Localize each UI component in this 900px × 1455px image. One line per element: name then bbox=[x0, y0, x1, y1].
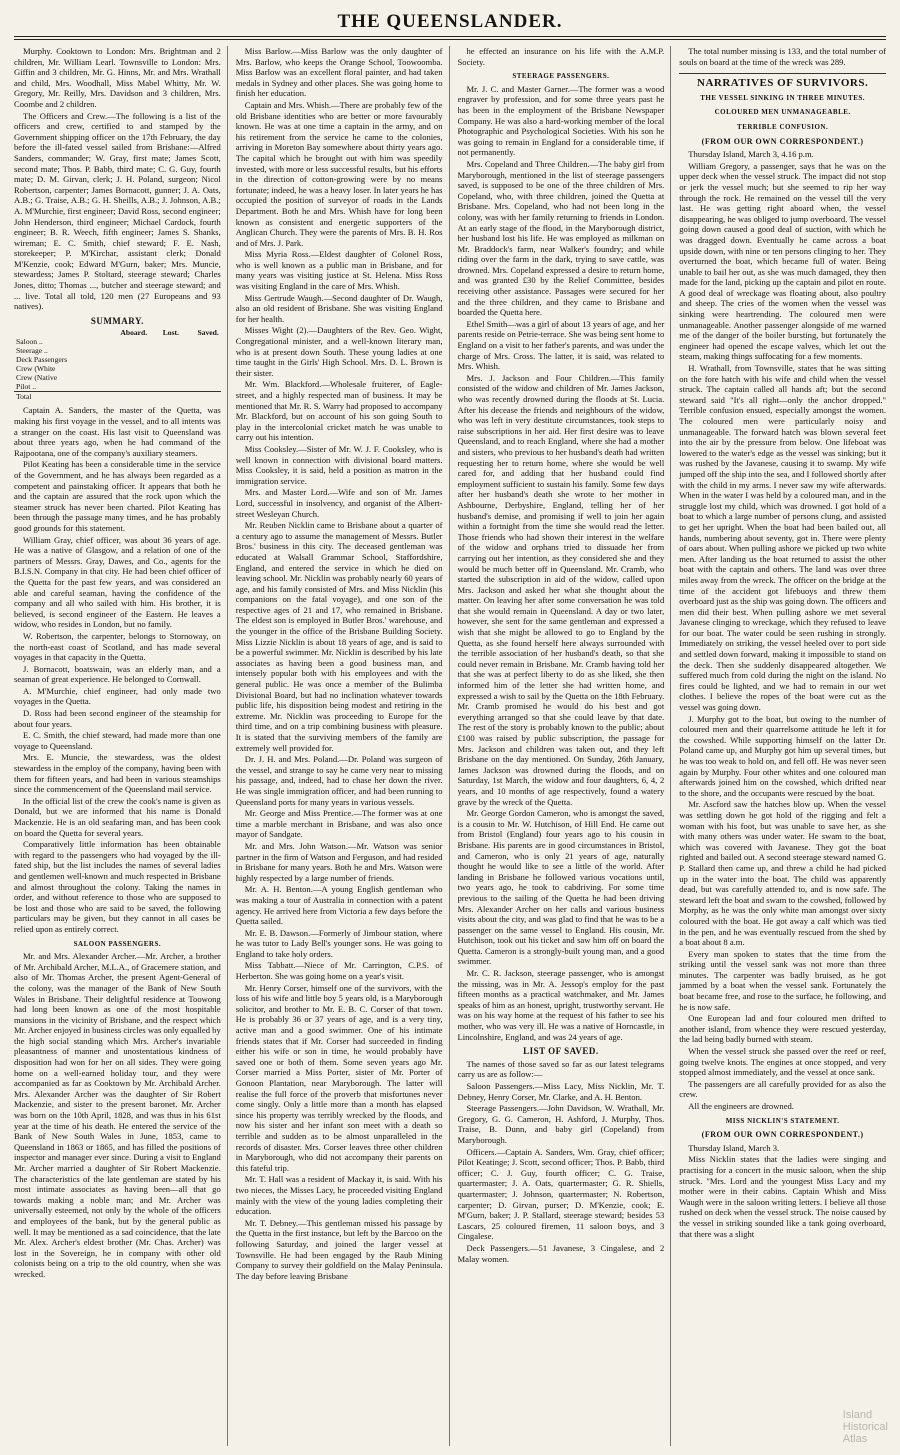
summary-cell bbox=[149, 382, 181, 392]
summary-cell bbox=[101, 373, 149, 382]
watermark-line: Atlas bbox=[842, 1433, 868, 1445]
paragraph: Mr. A. H. Benton.—A young English gentleman who was making a tour of Australia in connection with a patent agency. He arrived here from Victoria a few days before the Quetta sailed. bbox=[235, 884, 443, 927]
paragraph: E. C. Smith, the chief steward, had made more than one voyage to Queensland. bbox=[14, 730, 221, 751]
paragraph: Miss Nicklin states that the ladies were singing and practising for a concert in the music saloon, when the ship struck. "Mrs. Lord and the youngest Miss Lacy and my mother were in their cabins. Captain Whish and Miss Waugh were in the saloon writing letters. I believe all those rushed on deck when the vessel struck. The noise caused by the vessel in striking sounded like a tank going overboard, that there was a slight bbox=[679, 1154, 886, 1239]
subheading: TERRIBLE CONFUSION. bbox=[737, 122, 829, 131]
masthead-rule bbox=[14, 37, 886, 40]
section-heading: LIST OF SAVED. bbox=[523, 1046, 599, 1057]
summary-cell: Total bbox=[14, 392, 101, 402]
paragraph: H. Wrathall, from Townsville, states that he was sitting on the fore hatch with his wife and child when the vessel struck. The captain called all hands aft; but the second steward said "It's all right—only the anchor dropped." Terrible confusion ensued, especially amongst the women. The coloured men were particularly noisy and unmanageable. The forward hatch was blown several feet into the air by the pressure from below. One lifeboat was lowered to the water's edge as the vessel was sinking; but it was rushed by the Javanese, causing it to swamp. My wife jumped off the ship into the sea, and I followed shortly after with the child in my arms. I never saw my wife afterwards. When in the water I was held by a coloured man, and in the struggle lost my child, which was drowned. I got hold of a boat to which a large number of persons clung, and assisted to get her upright. When the boat had been bailed out, all hands, numbering about seventy, got in. There were plenty of oars about. When pulling ashore we picked up two white men. After landing us the boat returned to assist the other boat with the captain and others. The land was over three miles away from the wreck. The officer on the bridge at the time of the accident got lifebuoys and threw them overboard just as the ship was going down. The officers and men did their best. When pulling ashore we met several Javanese clinging to wreckage, which they refused to leave for our boat. The water could be seen rushing in strongly. Immediately on striking, the vessel heeled over to port side and settled down forward, making it impossible to stand on the deck. Then she suddenly disappeared altogether. We suffered much from cold during the night on the island. No fires could be lighted, and we had to remain in our wet clothes. I believe the ropes of the boat were cut as the vessel was going down. bbox=[679, 363, 886, 713]
paragraph: Mr. Ascford saw the hatches blow up. When the vessel was settling down he got hold of the rigging and felt a woman with his foot, but was unable to save her, as she with many others was under water. He swam to the boat, which was covered with Javanese. They got the boat righted and bailed out. A second steerage steward named G. P. Stallard then came up, and threw a child he had picked up in the water into the boat. The child was apparently dead, but was carefully attended to, and is now safe. The steward left the boat and swam to the cowshed, followed by Morphy, as he was the only white man amongst over sixty coloured with the boat. He got away a calf which was tied in the pen, and he was eventually rescued from the shed by a boat about 8 a.m. bbox=[679, 799, 886, 948]
paragraph: Mrs. Copeland and Three Children.—The baby girl from Maryborough, mentioned in the list of steerage passengers saved, is supposed to be one of the three children of Mrs. Copeland, who, with three children, joined the Quetta at Brisbane. Mrs. Copeland, who had not been long in the colony, was with her family returning to friends in London. At an early stage of the flood, in the Maryborough district, her husband lost his life. He was employed as milkman on Mr. Braddock's farm, near Walker's foundry; and while riding over the farm in the dark, trying to save cattle, was drowned. Mrs. Copeland expressed a desire to return home, and was granted £30 by the Relief Committee, besides receiving other assistance. Passages were secured for her and the three children, and they came to Brisbane and boarded the Quetta here. bbox=[457, 158, 665, 318]
paragraph: Miss Tabbatt.—Niece of Mr. Carrington, C.P.S. of Herberton. She was going home on a year's visit. bbox=[235, 960, 443, 982]
paragraph: Miss Barlow.—Miss Barlow was the only daughter of Mrs. Barlow, who keeps the Orange School, Toowoomba. Miss Barlow was an excellent floral painter, and had taken medals in Sydney and other places. She was going home to finish her education. bbox=[235, 46, 443, 99]
summary-row bbox=[14, 337, 221, 346]
paragraph: Ethel Smith—was a girl of about 13 years of age, and her parents reside on Petrie-terrace. She was being sent home to England on a visit to her father's parents, and was under the charge of Mrs. Cross. The latter, it is said, was related to Mrs. Whish. bbox=[457, 318, 665, 372]
paragraph: Mr. E. B. Dawson.—Formerly of Jimbour station, where he was tutor to Lady Bell's younger sons. He was going to England to take holy orders. bbox=[235, 927, 443, 959]
summary-cell bbox=[149, 392, 181, 402]
correspondent-line: (FROM OUR OWN CORRESPONDENT.) bbox=[701, 1130, 864, 1140]
paragraph: Officers.—Captain A. Sanders, Wm. Gray, chief officer; Pilot Keatinge; J. Scott, second officer; Thos. P. Babb, third officer; C. J. Guy, fourth officer; C. G. Traise, quartermaster; J. A. Oats, quartermaster; G. R. Shiells, quartermaster; J. Johnson, quartermaster; N. Robertson, carpenter; D. Girvan, purser; D. M'Kenzie, cook; E. M'Gurn, baker; J. P. Stallard, steerage steward; besides 53 Lascars, 25 coloured firemen, 11 saloon boys, and 3 Cingalese. bbox=[457, 1146, 665, 1242]
summary-cell bbox=[149, 337, 181, 346]
summary-cell bbox=[181, 355, 221, 364]
summary-cell bbox=[149, 346, 181, 355]
summary-cell: Saloon .. bbox=[16, 337, 43, 347]
paragraph: J. Bornacott, boatswain, was an elderly man, and a seaman of great experience. He belonged to Cornwall. bbox=[14, 663, 221, 685]
paragraph: Mr. C. R. Jackson, steerage passenger, who is amongst the missing, was in Mr. A. Jessop's employ for the past fifteen months as a practical watchmaker, and Mr. James speaks of him as an honest, upright, trustworthy servant. He was on his way home at the request of his father to see his mother, who was very ill. He was a native of Horncastle, in Lincolnshire, England, and was 24 years of age. bbox=[457, 968, 665, 1042]
paragraph: Mrs. and Master Lord.—Wife and son of Mr. James Lord, successful in insolvency, and organist of the Albert-street Wesleyan Church. bbox=[235, 487, 443, 519]
paragraph: Mr. George and Miss Prentice.—The former was at one time a marble merchant in Brisbane, and was also once mayor of Sandgate. bbox=[235, 808, 443, 840]
paragraph: Comparatively little information has been obtainable with regard to the passengers who had voyaged by the ill-fated ship, but the list includes the names of several ladies and gentlemen well-known and much respected in Brisbane and almost throughout the colony. Taking the names in order, and without reference to those who are supposed to be lost and those who are said to be saved, the following particulars may be given, but they cannot in all cases be relied upon as entirely correct. bbox=[14, 839, 221, 934]
paragraph: Mr. George Gordon Cameron, who is amongst the saved, is a cousin to Mr. W. Hutchison, of Hill End. He came out from Bristol (England) four years ago to his cousin in Brisbane. His parents are in good circumstances in Bristol, and Cameron, who is only 21 years of age, naturally thought he would like to see a little of the world. After landing in Brisbane he followed various vocations until, two years ago, he took to cabdriving. For some time previous to the sailing of the Quetta he had been driving Mrs. Alexander Archer on her calls and various business visits about the city, and was glad to find that he was to be a passenger on the same vessel to England. His cousin, Mr. Hutchison, took out his ticket and saw him off on board the Quetta. Cameron is a strongly-built young man, and a good swimmer. bbox=[457, 808, 665, 967]
summary-cell bbox=[181, 364, 221, 373]
paragraph: The total number missing is 133, and the total number of souls on board at the time of the wreck was 289. bbox=[679, 46, 886, 67]
summary-cell bbox=[101, 337, 149, 346]
summary-cell bbox=[101, 364, 149, 373]
summary-header-cell bbox=[14, 328, 101, 337]
summary-row bbox=[14, 382, 221, 392]
paragraph: The passengers are all carefully provided for as also the crew. bbox=[679, 1078, 886, 1100]
paragraph: Mr. J. C. and Master Garner.—The former was a wood engraver by profession, and for some three years past he has been in the employment of the Brisbane Newspaper Company. He was also a hard-working member of the local Photographic and Psychological Societies. With his son he was going to remain in England for a considerable time, if not permanently. bbox=[457, 83, 665, 158]
paragraph: Miss Gertrude Waugh.—Second daughter of Dr. Waugh, also an old resident of Brisbane. She was visiting England for her health. bbox=[235, 292, 443, 324]
paragraph: Mr. Henry Corser, himself one of the survivors, with the loss of his wife and little boy 5 years old, is a Maryborough solicitor, and brother to Mr. E. B. C. Corser of that town. He is probably 36 or 37 years of age, and is a very tiny, active man and a good swimmer. One of his intimate friends states that if Mr. Corser had succeeded in finding either his wife or son in time, he would probably have saved one or both of them. Some seven years ago Mr. Corser married a Miss Porter, sister of Mr. Porter of Gonoon Plantation, near Maryborough. The latter will realise the full force of the proverb that misfortunes never come singly. Only a little more than a month has elapsed since his property was terribly wrecked by the floods, and now his sister and her infant son meet with a death so terrible and sudden as to be almost unparalleled in the records of disaster. Mrs. Corser leaves three other children in Maryborough, who did not accompany their parents on this fateful trip. bbox=[235, 982, 443, 1173]
paragraph: Mr. Wm. Blackford.—Wholesale fruiterer, of Eagle-street, and a highly respected man of business. It may be mentioned that Mr. R. S. Warry had proposed to accompany Mr. Blackford, but on account of his son going South to play in the intercolonial cricket match he was unable to carry out his intention. bbox=[235, 379, 443, 443]
summary-cell bbox=[101, 382, 149, 392]
summary-header-cell: Saved. bbox=[197, 328, 219, 338]
paragraph: William Gregory, a passenger, says that he was on the upper deck when the vessel struck. The impact did not stop or jerk the vessel much; but she seemed to rip her way through the rock. He remained on the vessel till the very last. He was getting right aboard when, the vessel disappearing, he was obliged to jump overboard. The vessel going down caused a good deal of suction, with which he was dragged down. Eventually he came across a boat upside down, with nine or ten persons clinging to her. They overturned the boat, which became full of water. Being unable to bail her out, as she was much damaged, they then made for the land, picking up the captain and pilot en route. A good deal of wreckage was floating about, also poultry and sheep. The cries of the women when the vessel was sinking were heartrending. The coloured men were unmanageable. Another passenger alongside of me warned me of the danger of the boiler bursting, but fortunately the engineer had opened the escape valves, which let out the steam, making things suffocating for a few moments. bbox=[679, 160, 886, 362]
summary-row bbox=[14, 364, 221, 373]
paragraph: Mr. T. Debney.—This gentleman missed his passage by the Quetta in the first instance, but left by the Barcoo on the following Saturday, and joined the larger vessel at Townsville. He had been engaged by the Raub Mining Company to survey their goldfield on the Malay Peninsula. The day before leaving Brisbane bbox=[235, 1217, 443, 1281]
summary-cell: Pilot .. bbox=[16, 382, 37, 392]
paragraph: When the vessel struck she passed over the reef or reef, going twelve knots. The engines at once stopped, and very stopped almost immediately, and the vessel at once sank. bbox=[679, 1046, 886, 1078]
summary-cell: Steerage .. bbox=[16, 346, 48, 356]
paragraph: Mrs. J. Jackson and Four Children.—This family consisted of the widow and children of Mr. James Jackson, who was recently drowned during the floods at St. Lucia. After his decease the friends and neighbours of the widow, who was left in very destitute circumstances, took steps to raise subscriptions in her aid. Her first desire was to leave Queensland, and to reach England, where she had a mother and sisters, who previous to her husband's death had written requesting her to return home, where she would be well cared for, and adding that her husband could find employment sufficient to sustain his family. Some few days after her husband's death she wrote to her mother in Ashbourne, Derbyshire, England, telling her of her husband's demise, and promising if well to join her again within a fortnight from the time she would read the letter. Those friends who had shown their interest in the welfare of the widow and orphans tried to dissuade her from carrying out her intention, as they considered she and they would be much better off in Queensland. Mr. Cramb, who started the subscription in aid of the widow, called upon Mrs. Jackson and asked her what she thought about the matter. On leaving her after some conversation he was told that she would remain in Queensland. A day or two later, however, she sent for the same gentleman and expressed a wish that she might be allowed to go to England by the Quetta, as she found herself here always surrounded with the terrible association of her husband's death, so that she could never remain in Brisbane. Mr. Cramb having told her that she was at perfect liberty to do as she liked, she then informed him of the letter she had written home, and expressed a wish to sail by the Quetta on the 18th February. Mr. Cramb promised he would do his best and got everything arranged so that she could leave by that date. The rest of the story is probably known to the public; about £100 was raised by public subscription, the passage for Mrs. Jackson and children was taken out, and they left Brisbane on the day mentioned. On Sunday, 26th January, James Jackson was drowned during the floods, and on Saturday, 1st March, the widow and four daughters, 6, 4, 2 years, and 10 months of age respectively, found a watery grave by the wreck of the Quetta. bbox=[457, 372, 665, 807]
column-4 bbox=[679, 46, 886, 1446]
summary-cell bbox=[181, 346, 221, 355]
summary-cell: Deck Passengers bbox=[16, 355, 68, 365]
summary-cell bbox=[181, 392, 221, 402]
summary-cell bbox=[101, 346, 149, 355]
section-heading: MISS NICKLIN'S STATEMENT. bbox=[725, 1116, 840, 1125]
summary-cell bbox=[101, 355, 149, 364]
paragraph: All the engineers are drowned. bbox=[688, 1101, 794, 1111]
dateline: Thursday Island, March 3. bbox=[688, 1142, 780, 1153]
summary-header-row bbox=[14, 328, 221, 337]
paragraph: Captain A. Sanders, the master of the Quetta, was making his first voyage in the vessel, and to all intents was a stranger on the coast. His last visit to Queensland was about three years ago, when he had command of the Rajpootana, one of the company's auxiliary steamers. bbox=[14, 405, 221, 458]
paragraph: Misses Wight (2).—Daughters of the Rev. Geo. Wight, Congregational minister, and a well-known literary man, who is at present down South. These young ladies at one time taught in the Girls' High School. Mrs. D. L. Brown is their sister. bbox=[235, 325, 443, 378]
summary-cell: Crew (White bbox=[16, 364, 56, 374]
summary-row bbox=[14, 355, 221, 364]
correspondent-line: (FROM OUR OWN CORRESPONDENT.) bbox=[701, 136, 864, 146]
paragraph: he effected an insurance on his life with the A.M.P. Society. bbox=[457, 46, 665, 67]
summary-cell bbox=[181, 337, 221, 346]
paragraph: Mr. and Mrs. Alexander Archer.—Mr. Archer, a brother of Mr. Archibald Archer, M.L.A., of Gracemere station, and also of Mr. Thomas Archer, the present Agent-General of the colony, was the manager of the Bank of New South Wales in Brisbane. Their delightful residence at Toowong had long been known as one of the most hospitable mansions in the vicinity of Brisbane, and the respect which Mr. Archer enjoyed in business circles was only equalled by the high social standing which Mrs. Archer's invariable pleasantness of manner and unostentatious kindness of disposition had won for her on all sides. They were going home on a well-earned holiday tour, and they were accompanied as far as Cooktown by Mr. Archibald Archer. Mrs. Alexander Archer was the daughter of Sir Robert Mackenzie, and sister to the present baronet. Mr. Archer was born on the 10th April, 1828, and was thus in his 61st year at the time of his death. He entered the service of the Bank of New South Wales in June, 1853, came to Queensland in 1863 or 1865, and has filled the positions of inspector and manager ever since. During a visit to England Mr. Archer married a daughter of Sir Robert Mackenzie. The characteristics of the late gentleman are stated by his most intimate associates as having been—all that go towards making a noble man; and Mr. Archer was universally esteemed, not only by the whole of the officers and employees of the bank, but by the general public as well. It may be mentioned as a sad coincidence, that the late Mr. Alex. Archer's eldest brother (Mr. Chas. Archer) was lost in the Sovereign, he in company with other old colonists being on a trip to the old country, when she was wrecked. bbox=[14, 951, 221, 1279]
summary-cell bbox=[149, 355, 181, 364]
paragraph: Mr. and Mrs. John Watson.—Mr. Watson was senior partner in the firm of Watson and Ferguson, and had resided in Brisbane for many years. Both he and Mrs. Watson were highly respected by a large number of friends. bbox=[235, 840, 443, 883]
summary-row bbox=[14, 346, 221, 355]
paragraph: Mr. Reuben Nicklin came to Brisbane about a quarter of a century ago to assume the management of Messrs. Butler Bros.' business in this city. The deceased gentleman was educated at Walsall Grammar School, Staffordshire, England, and entered the service in which he died on leaving school. Mr. Nicklin was probably nearly 60 years of age, and his family consisted of Mrs. and Miss Nicklin (his companions on the fatal voyage), and one son of the respective ages of 21 and 17, who remained in Brisbane. The eldest son is employed in Butler Bros.' warehouse, and the younger in the office of the Brisbane Building Society. Miss Lizzie Nicklin is about 18 years of age, and is said to be a powerful swimmer. Mr. Nicklin is described by his late associates as having been a good business man, and intensely popular both with his employees and with the general public. He was once a member of the Bulimba Divisional Board, but had no inclination whatever towards public life, his disposition being modest and retiring in the extreme. Mr. Nicklin was proceeding to Europe for the third time, and on a trip combining business with pleasure. It is stated that the surviving members of the family are extremely well provided for. bbox=[235, 520, 443, 753]
paragraph: Miss Myria Ross.—Eldest daughter of Colonel Ross, who is well known as a public man in Brisbane, and for many years was visiting justice at St. Helena. Miss Ross was visiting England in the care of Mrs. Whish. bbox=[235, 249, 443, 292]
summary-header-cell: Lost. bbox=[162, 328, 179, 338]
summary-header-cell: Aboard. bbox=[120, 328, 148, 338]
paragraph: Dr. J. H. and Mrs. Poland.—Dr. Poland was surgeon of the vessel, and strange to say he came very near to missing his passage, and, indeed, had to chase her down the river. He was single immigration officer, and had been running to Queensland ports for many years in various vessels. bbox=[235, 754, 443, 807]
paragraph: J. Murphy got to the boat, but owing to the number of coloured men and their quarrelsome attitude he left it for the cowshed. While supporting himself on the latter Dr. Poland came up, and Murphy got him up several times, but he was too weak to hold on, and fell off. He was never seen again by Murphy. Four other whites and one coloured man afterwards joined him on the cowshed, which drifted near to the shore, and the occupants were rescued by the boat. bbox=[679, 713, 886, 798]
paragraph: Pilot Keating has been a considerable time in the service of the Government, and he has always been regarded as a competent and painstaking officer. It appears that both he and the captain are assured that the rock upon which the steamer struck has never been charted. Pilot Keating has been through the passage many times, and he has probably good grounds for this statement. bbox=[14, 459, 221, 533]
dateline: Thursday Island, March 3, 4.16 p.m. bbox=[688, 149, 814, 160]
paragraph: Mrs. E. Muncie, the stewardess, was the oldest stewardess in the employ of the company, having been with them for fifteen years, and had been in various steamships since the commencement of the Queensland mail service. bbox=[14, 752, 221, 795]
summary-cell bbox=[181, 373, 221, 382]
section-heading: STEERAGE PASSENGERS. bbox=[512, 72, 610, 81]
watermark-line: Island bbox=[842, 1409, 873, 1421]
summary-table bbox=[14, 328, 221, 401]
summary-cell bbox=[149, 373, 181, 382]
column-2 bbox=[236, 46, 450, 1446]
column-3 bbox=[458, 46, 672, 1446]
article-columns bbox=[14, 46, 886, 1446]
paragraph: Captain and Mrs. Whish.—There are probably few of the old Brisbane identities who are better or more favourably known. He was at one time a captain in the army, and on his retirement from the service he came to the colonies, arriving in Moreton Bay somewhere about thirty years ago. The capital which he brought out with him was speedily invested, with more or less successful results, but his efforts in the direction of cotton-growing were by no means fortunate; indeed, he was a heavy loser. In later years he has occupied the position of surveyor of roads in the Lands Department. Both he and Mrs. Whish have for long been known as consistent and energetic supporters of the Anglican Church. They were the parents of Mrs. B. H. Ros and of Mrs. J. Park. bbox=[235, 99, 443, 248]
paragraph: Steerage Passengers.—John Davidson, W. Wrathall, Mr. Gregory, G. G. Cameron, H. Ashford, J. Murphy, Thos. Traise, B. Dunn, and baby girl (Copeland) from Maryborough. bbox=[457, 1103, 665, 1145]
paragraph: Every man spoken to states that the time from the striking until the vessel sank was not more than three minutes. The carpenter was badly bruised, as he got jammed by a boat when the vessel sank. Fortunately the boat became free, and rose to the surface, he following, and he is now safe. bbox=[679, 948, 886, 1012]
paragraph: Miss Cooksley.—Sister of Mr. W. J. F. Cooksley, who is well known in connection with divisional board matters. Miss Cooksley, it is said, held a position as matron in the immigration service. bbox=[235, 443, 443, 486]
summary-cell: Crew (Native bbox=[16, 373, 58, 383]
summary-cell bbox=[181, 382, 221, 392]
paragraph: Saloon Passengers.—Miss Lacy, Miss Nicklin, Mr. T. Debney, Henry Corser, Mr. Clarke, and A. H. Benton. bbox=[457, 1081, 665, 1102]
paragraph: Murphy. Cooktown to London: Mrs. Brightman and 2 children, Mr. William Learl. Townsville to London: Mrs. Giffin and 3 children, Mr. G. Hinns, Mr. and Mrs. Wrathall and child, Mrs. Woodhall, Miss Mabel Whitty, Mr. W. Gregory, Mr. Reilly, Mrs. Davidson and 3 children, Mrs. Coombe and 2 children. bbox=[14, 46, 221, 109]
subheading: THE VESSEL SINKING IN THREE MINUTES. bbox=[700, 93, 866, 102]
paragraph: The Officers and Crew.—The following is a list of the officers and crew, certified to and stamped by the Government shipping officer on the 17th February, the day before the ill-fated vessel sailed from Brisbane:—Alfred Sanders, commander; W. Gray, first mate; James Scott, second mate; Thos. P. Babb, third mate; C. G. Guy, fourth mate; D. M. Girvan, clerk; J. H. Poland, surgeon; Nicol Robertson, carpenter; James Bornacott, gunner; J. A. Oats, A.B.; G. Traise, A.B.; G. H. Sheills, A.B.; J. Johnson, A.B.; A. M'Murchie, first engineer; David Ross, second engineer; John Henderson, third engineer; Michael Cardock, fourth engineer; B. R. Weech, fifth engineer; James S. Shanks, wireman; E. C. Smith, chief steward; F. E. Nash, storekeeper; P. M'Kirchar, assistant clerk; Donald M'Kenzie, cook; Edward M'Gurn, baker; Mrs. Muncie, stewardess; James P. Stoltard, steerage steward; Charles Jones, ditto; Thomas ..., butcher and steerage steward; and ... live. Total all told, 120 men (27 Europeans and 93 natives). bbox=[14, 110, 221, 312]
subheading: COLOURED MEN UNMANAGEABLE. bbox=[714, 108, 851, 117]
summary-heading: SUMMARY. bbox=[90, 315, 144, 326]
section-heading: SALOON PASSENGERS. bbox=[73, 939, 162, 948]
section-heading: NARRATIVES OF SURVIVORS. bbox=[679, 73, 886, 89]
column-1 bbox=[14, 46, 228, 1446]
summary-cell bbox=[101, 392, 149, 402]
paragraph: A. M'Murchie, chief engineer, had only made two voyages in the Quetta. bbox=[14, 685, 221, 707]
paragraph: Deck Passengers.—51 Javanese, 3 Cingalese, and 2 Malay women. bbox=[457, 1242, 665, 1264]
watermark-line: Historical bbox=[842, 1421, 888, 1433]
paragraph: William Gray, chief officer, was about 36 years of age. He was a native of Glasgow, and a relation of one of the partners of Messrs. Gray, Dawes, and Co., agents for the B.I.S.N. Company in that city. He had been chief officer of the Quetta for the past few years, and was considered an able and careful seaman, having the confidence of the company and all who sailed with him. His brother, it is believed, is second engineer of the Eastern. He leaves a widow, who resides in London, but no family. bbox=[14, 534, 221, 630]
paragraph: One European lad and four coloured men drifted to another island, from whence they were rescued yesterday, the lad being badly burned with steam. bbox=[679, 1013, 886, 1045]
paragraph: In the official list of the crew the cook's name is given as Donald, but we are informed that his name is Donald Mackenzie. He is an old seafaring man, and has been cook on board the Quetta for several years. bbox=[14, 795, 221, 838]
paragraph: The names of those saved so far as our latest telegrams carry us are as follow:— bbox=[457, 1058, 665, 1080]
archive-watermark bbox=[843, 1409, 888, 1445]
summary-cell bbox=[149, 364, 181, 373]
paragraph: W. Robertson, the carpenter, belongs to Stornoway, on the north-east coast of Scotland, and has made several voyages in that capacity in the Quetta. bbox=[14, 630, 221, 663]
summary-total-row bbox=[14, 392, 221, 402]
paragraph: Mr. T. Hall was a resident of Mackay it, is said. With his two nieces, the Misses Lacy, he proceeded visiting England mainly with the view of the young ladies completing their education. bbox=[235, 1174, 443, 1217]
paragraph: D. Ross had been second engineer of the steamship for about four years. bbox=[14, 708, 221, 729]
masthead-title: THE QUEENSLANDER. bbox=[14, 8, 886, 37]
summary-row bbox=[14, 373, 221, 382]
